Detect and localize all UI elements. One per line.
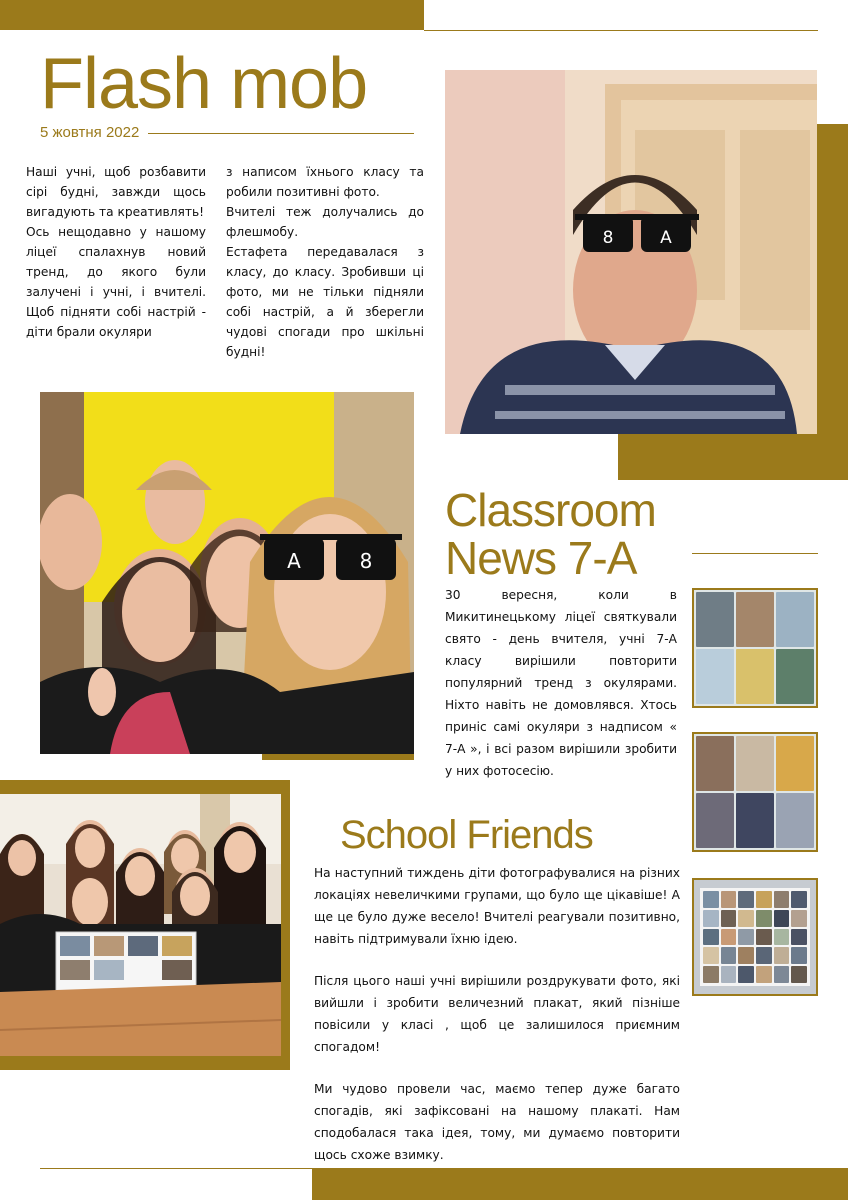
poster-thumb-grid	[700, 888, 810, 986]
poster-cell	[721, 947, 737, 964]
top-gold-bar	[0, 0, 424, 30]
thumb1-cell	[736, 649, 774, 704]
poster-cell	[738, 910, 754, 927]
selfie-photo	[40, 392, 414, 754]
thumb2-cell	[736, 793, 774, 848]
poster-cell	[721, 910, 737, 927]
thumb2-cell	[736, 736, 774, 791]
teacher-photo-image	[445, 70, 817, 434]
poster-cell	[756, 891, 772, 908]
group-photo	[0, 794, 281, 1056]
friends-body	[314, 862, 680, 1188]
poster-cell	[703, 891, 719, 908]
teacher-photo	[445, 70, 817, 434]
classroom-title-line1: Classroom	[445, 484, 656, 536]
collage-thumb-1-grid	[696, 592, 814, 704]
collage-thumb-2	[692, 732, 818, 852]
collage-thumb-1	[692, 588, 818, 708]
thumb1-cell	[776, 649, 814, 704]
poster-cell	[738, 929, 754, 946]
poster-cell	[738, 966, 754, 983]
poster-cell	[738, 891, 754, 908]
friends-p2: Після цього наші учні вирішили роздрукувати фото, які вийшли і зробити величезний плакат, який пізніше повісили у класі , щоб це залишилося приємним спогадом!	[314, 974, 680, 1054]
flashmob-col1-p1: Наші учні, щоб розбавити сірі будні, завжди щось вигадують та креативлять!	[26, 165, 206, 219]
flashmob-title: Flash mob	[40, 44, 368, 124]
flashmob-col2-p1: з написом їхнього класу та робили позитивні фото.	[226, 165, 424, 199]
friends-p1: На наступний тиждень діти фотографувалися на різних локаціях невеличкими групами, що було ще цікавіше! А ще це було дуже весело! Вчителі реагували позитивно, навіть підтримували їхню ідею.	[314, 866, 680, 946]
poster-cell	[791, 966, 807, 983]
poster-cell	[774, 947, 790, 964]
thumb2-cell	[776, 736, 814, 791]
poster-cell	[756, 947, 772, 964]
poster-cell	[703, 910, 719, 927]
top-rule	[424, 30, 818, 31]
classroom-title	[445, 486, 656, 582]
poster-thumb	[692, 878, 818, 996]
thumb2-cell	[776, 793, 814, 848]
thumb1-cell	[736, 592, 774, 647]
poster-cell	[774, 910, 790, 927]
teacher-glasses-right-label: A	[660, 228, 672, 248]
flashmob-col2	[226, 162, 424, 362]
poster-cell	[721, 929, 737, 946]
thumb1-cell	[776, 592, 814, 647]
girl-glasses-right-label: 8	[359, 549, 373, 573]
poster-cell	[703, 947, 719, 964]
thumb2-cell	[696, 793, 734, 848]
friends-p3: Ми чудово провели час, маємо тепер дуже багато спогадів, які зафіксовані на нашому плакаті. Нам сподобалася така ідея, тому, ми думаємо повторити щось схоже взимку.	[314, 1082, 680, 1162]
teacher-glasses-left-label: 8	[602, 228, 614, 248]
poster-cell	[774, 966, 790, 983]
poster-cell	[774, 929, 790, 946]
poster-cell	[791, 929, 807, 946]
thumb2-cell	[696, 736, 734, 791]
poster-cell	[791, 947, 807, 964]
selfie-photo-image	[40, 392, 414, 754]
flashmob-date: 5 жовтня 2022	[40, 124, 140, 141]
bottom-rule	[40, 1168, 312, 1169]
thumb1-cell	[696, 592, 734, 647]
thumb1-cell	[696, 649, 734, 704]
poster-cell	[774, 891, 790, 908]
bottom-gold-bar	[312, 1168, 848, 1200]
poster-cell	[791, 891, 807, 908]
collage-thumb-2-grid	[696, 736, 814, 848]
friends-title: School Friends	[340, 813, 593, 857]
classroom-title-line2: News 7-A	[445, 532, 637, 584]
date-rule	[148, 133, 414, 134]
poster-cell	[738, 947, 754, 964]
poster-cell	[703, 929, 719, 946]
poster-cell	[703, 966, 719, 983]
classroom-text: 30 вересня, коли в Микитинецькому ліцеї святкували свято - день вчителя, учні 7-А класу вирішили повторити популярний тренд з окулярами. Ніхто навіть не домовлявся. Хтось приніс самі окуляри з надписом « 7-А », і всі разом вирішили зробити у них фотосесію.	[445, 588, 677, 778]
flashmob-col2-p2: Вчителі теж долучались до флешмобу.	[226, 205, 424, 239]
girl-glasses-left-label: A	[287, 549, 301, 573]
poster-cell	[721, 966, 737, 983]
poster-cell	[756, 966, 772, 983]
poster-cell	[721, 891, 737, 908]
poster-cell	[756, 910, 772, 927]
group-photo-image	[0, 794, 281, 1056]
flashmob-col1	[26, 162, 206, 342]
flashmob-col1-p2: Ось нещодавно у нашому ліцеї спалахнув новий тренд, до якого були залучені і учні, і вчителі. Щоб підняти собі настрій - діти брали окуляри	[26, 225, 206, 339]
flashmob-col2-p3: Естафета передавалася з класу, до класу. Зробивши ці фото, ми не тільки підняли собі настрій, а й зберегли чудові спогади про шкільні будні!	[226, 245, 424, 359]
poster-cell	[791, 910, 807, 927]
classroom-rule	[692, 553, 818, 554]
poster-cell	[756, 929, 772, 946]
